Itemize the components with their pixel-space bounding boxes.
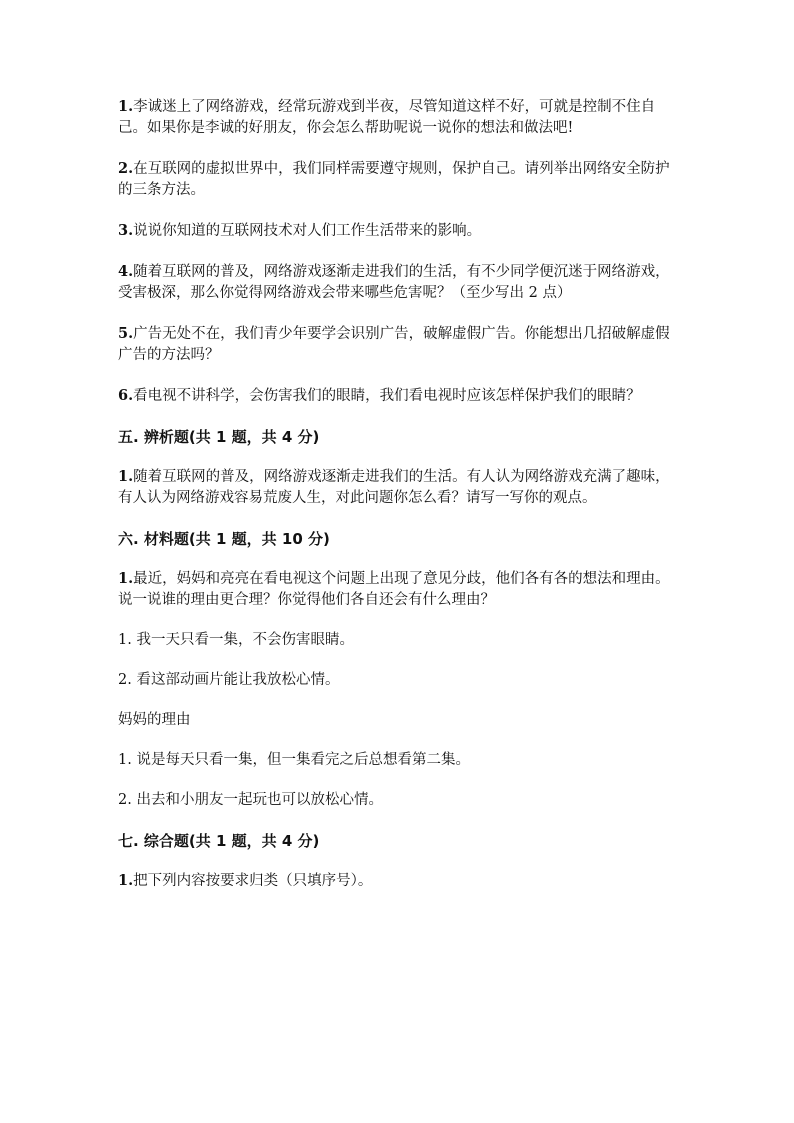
question-5-1 — [118, 466, 678, 509]
mom-reason-2: 2. 出去和小朋友一起玩也可以放松心情。 — [118, 792, 383, 808]
section-5-heading: 五. 辨析题(共 1 题，共 4 分) — [118, 428, 320, 446]
question-7-1 — [118, 870, 678, 892]
question-4-5 — [118, 323, 678, 366]
mom-reason-1: 1. 说是每天只看一集，但一集看完之后总想看第二集。 — [118, 752, 470, 768]
question-number: 3. — [118, 222, 134, 239]
mom-reason-title: 妈妈的理由 — [118, 712, 191, 728]
question-6-1 — [118, 568, 678, 611]
reason-line-1: 1. 我一天只看一集，不会伤害眼睛。 — [118, 632, 354, 648]
question-text: 随着互联网的普及，网络游戏逐渐走进我们的生活，有不少同学便沉迷于网络游戏，受害极深，那么你觉得网络游戏会带来哪些危害呢？（至少写出 2 点） — [118, 264, 670, 301]
question-number: 1. — [118, 570, 134, 587]
question-number: 2. — [118, 160, 134, 177]
question-4-1 — [118, 96, 678, 139]
question-text: 随着互联网的普及，网络游戏逐渐走进我们的生活。有人认为网络游戏充满了趣味，有人认为网络游戏容易荒废人生，对此问题你怎么看？请写一写你的观点。 — [118, 469, 670, 506]
question-number: 5. — [118, 325, 134, 342]
question-text: 广告无处不在，我们青少年要学会识别广告，破解虚假广告。你能想出几招破解虚假广告的方法吗？ — [118, 326, 670, 363]
section-6-heading: 六. 材料题(共 1 题，共 10 分) — [118, 530, 330, 548]
question-4-2 — [118, 158, 678, 201]
question-number: 6. — [118, 387, 134, 404]
question-text: 说说你知道的互联网技术对人们工作生活带来的影响。 — [133, 223, 482, 239]
document-page — [118, 96, 678, 911]
question-text: 看电视不讲科学，会伤害我们的眼睛，我们看电视时应该怎样保护我们的眼睛？ — [133, 388, 641, 404]
question-number: 1. — [118, 468, 134, 485]
question-text: 在互联网的虚拟世界中，我们同样需要遵守规则，保护自己。请列举出网络安全防护的三条方法。 — [118, 161, 670, 198]
question-number: 4. — [118, 263, 134, 280]
question-text: 把下列内容按要求归类（只填序号）。 — [133, 873, 373, 889]
question-text: 李诚迷上了网络游戏，经常玩游戏到半夜，尽管知道这样不好，可就是控制不住自己。如果你是李诚的好朋友，你会怎么帮助呢说一说你的想法和做法吧! — [118, 99, 656, 136]
question-number: 1. — [118, 98, 134, 115]
question-number: 1. — [118, 872, 134, 889]
question-4-6 — [118, 385, 678, 407]
section-7-heading: 七. 综合题(共 1 题，共 4 分) — [118, 832, 320, 850]
question-4-4 — [118, 261, 678, 304]
question-4-3 — [118, 220, 678, 242]
reason-line-2: 2. 看这部动画片能让我放松心情。 — [118, 672, 340, 688]
question-text: 最近，妈妈和亮亮在看电视这个问题上出现了意见分歧，他们各有各的想法和理由。说一说谁的理由更合理？你觉得他们各自还会有什么理由？ — [118, 571, 670, 608]
